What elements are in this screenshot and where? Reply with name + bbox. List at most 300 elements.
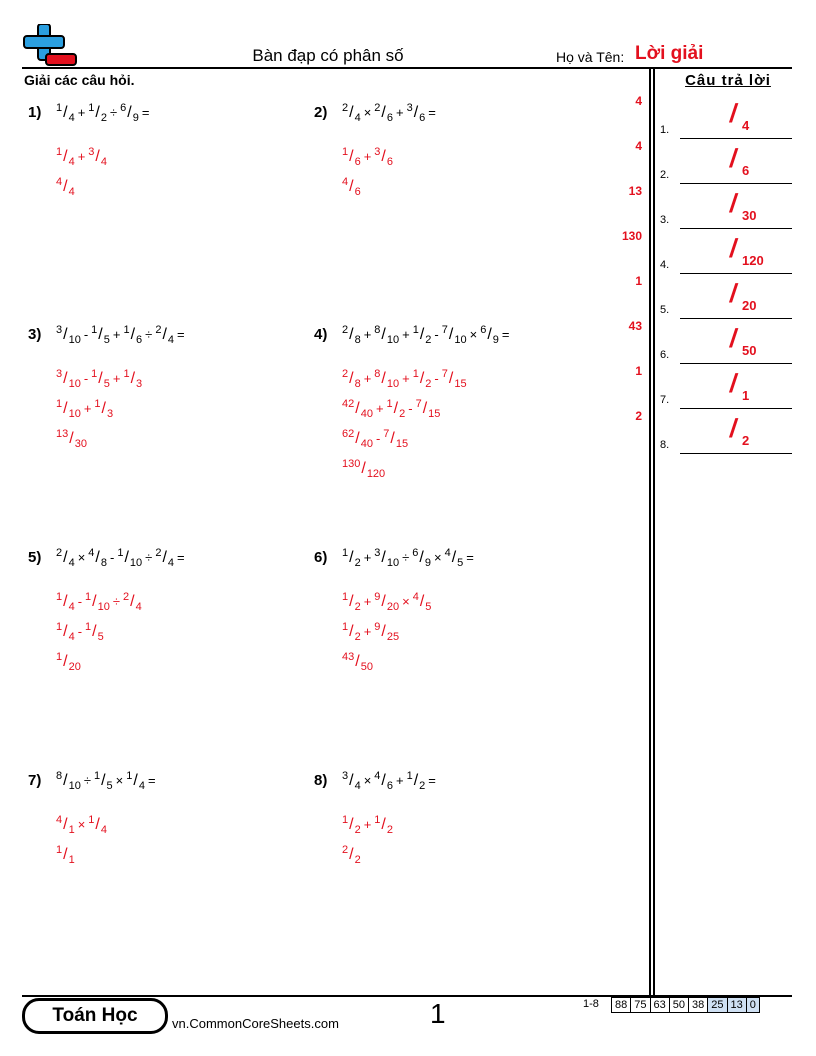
numerator: 8 [374,368,381,380]
operator: - [77,624,83,639]
solution-step [56,148,107,166]
fraction [85,593,110,611]
operator: + [77,105,86,120]
denominator: 5 [457,557,464,569]
fraction-slash: / [124,549,129,566]
score-cell: 38 [689,998,708,1012]
fraction-slash: / [381,816,386,833]
denominator: 2 [354,557,361,569]
answer-slash: / [727,188,740,218]
answer-label: 4. [660,259,670,271]
fraction [342,326,361,344]
answer-numerator: 130 [621,229,642,243]
brand-badge: Toán Học [22,998,168,1034]
solution-step [342,623,399,641]
problem-expression [56,326,188,344]
fraction [117,549,142,567]
numerator: 7 [441,368,448,380]
answer-slash: / [727,98,740,128]
operator: + [363,594,372,609]
answer-key-title: Câu trả lời [685,72,771,89]
numerator: 1 [56,146,63,158]
numerator: 1 [374,814,381,826]
numerator: 2 [342,324,349,336]
numerator: 1 [412,368,419,380]
numerator: 1 [85,621,92,633]
answer-slash: / [727,323,740,353]
fraction [56,148,75,166]
fraction [94,772,113,790]
denominator: 10 [386,557,400,569]
fraction-slash: / [349,623,354,640]
numerator: 1 [85,591,92,603]
fraction [342,148,361,166]
fraction [374,816,393,834]
fraction-slash: / [95,816,100,833]
denominator: 10 [68,408,81,420]
fraction-slash: / [349,593,354,610]
fraction-slash: / [448,326,454,343]
operator: + [77,149,86,164]
fraction-slash: / [355,653,360,670]
fraction-slash: / [381,370,386,387]
numerator: 1 [91,368,98,380]
operator: - [110,550,115,565]
numerator: 2 [374,102,381,114]
numerator: 1 [56,844,63,856]
fraction [342,549,361,567]
numerator: 4 [444,547,451,559]
solution-step [56,593,142,611]
fraction-slash: / [361,460,366,477]
numerator: 4 [56,814,63,826]
denominator: 20 [68,661,81,673]
denominator: 4 [138,780,145,792]
answer-label: 7. [660,394,670,406]
fraction [126,772,145,790]
denominator: 2 [386,824,393,836]
score-cell: 50 [670,998,689,1012]
fraction-slash: / [162,549,167,566]
fraction-slash: / [451,549,457,566]
numerator: 1 [56,102,63,114]
problem-3 [28,326,298,526]
fraction-slash: / [349,549,354,566]
denominator: 10 [129,557,143,569]
numerator: 42 [342,398,355,410]
fraction [88,104,107,122]
answer-slash: / [727,278,740,308]
denominator: 4 [68,112,75,124]
problem-1 [28,104,298,304]
fraction [374,772,393,790]
score-cell: 25 [708,998,727,1012]
fraction [342,178,361,196]
denominator: 5 [106,780,113,792]
answer-denominator: 2 [742,433,750,448]
solution-step [56,430,87,448]
denominator: 2 [100,112,107,124]
numerator: 3 [374,547,381,559]
problem-number: 8) [314,772,328,789]
fraction [56,846,75,864]
fraction [56,593,75,611]
solution-step [56,400,113,418]
fraction-slash: / [487,326,492,343]
fraction [342,816,361,834]
score-cell: 75 [631,998,650,1012]
denominator: 5 [103,378,110,390]
numerator: 2 [155,547,162,559]
answer-numerator: 1 [635,364,642,378]
numerator: 7 [383,428,390,440]
denominator: 4 [354,780,361,792]
numerator: 2 [342,844,349,856]
fraction [412,549,431,567]
operator: × [363,773,372,788]
numerator: 62 [342,428,355,440]
solution-step [342,460,385,478]
denominator: 10 [386,334,400,346]
fraction-slash: / [349,148,354,165]
operator: ÷ [145,550,153,565]
answer-slash: / [727,143,740,173]
numerator: 1 [342,547,349,559]
fraction-slash: / [95,104,100,121]
fraction [123,593,142,611]
fraction-slash: / [63,326,68,343]
fraction-slash: / [92,593,97,610]
numerator: 1 [123,368,130,380]
denominator: 2 [399,408,406,420]
answer-denominator: 6 [742,163,750,178]
fraction [91,326,110,344]
fraction [387,400,406,418]
fraction [407,104,426,122]
numerator: 3 [374,146,381,158]
fraction-slash: / [98,370,103,387]
answer-row [635,274,792,319]
answer-denominator: 50 [742,343,757,358]
operator: + [83,401,92,416]
solution-step [56,178,75,196]
numerator: 1 [117,547,124,559]
fraction-slash: / [413,772,419,789]
fraction [342,772,361,790]
answer-slash: / [727,368,740,398]
problem-expression [342,104,439,122]
denominator: 2 [354,601,361,613]
numerator: 130 [342,458,361,470]
denominator: 6 [136,334,143,346]
problem-number: 5) [28,549,42,566]
fraction [413,326,432,344]
denominator: 1 [68,824,75,836]
answer-numerator: 2 [635,409,642,423]
answer-label: 3. [660,214,670,226]
denominator: 15 [454,378,467,390]
fraction [88,549,107,567]
denominator: 4 [354,112,361,124]
denominator: 15 [395,438,409,450]
fraction [342,846,361,864]
fraction-slash: / [101,400,106,417]
numerator: 3 [56,324,63,336]
numerator: 9 [374,591,381,603]
numerator: 2 [342,368,349,380]
denominator: 10 [68,378,81,390]
problem-number: 3) [28,326,42,343]
fraction [120,104,139,122]
numerator: 1 [342,591,349,603]
denominator: 8 [354,334,361,346]
fraction [416,400,441,418]
solution-step [342,178,361,196]
fraction [94,400,113,418]
fraction-slash: / [63,772,68,789]
fraction [88,148,107,166]
answer-row [621,229,792,274]
numerator: 1 [412,324,419,336]
numerator: 6 [480,324,487,336]
fraction-slash: / [419,593,425,610]
denominator: 4 [68,631,75,643]
fraction [56,623,75,641]
fraction-slash: / [349,104,354,121]
fraction [413,370,432,388]
fraction [56,326,81,344]
fraction-slash: / [419,370,425,387]
fraction-slash: / [381,148,386,165]
operator: - [83,327,89,342]
answer-denominator: 1 [742,388,750,403]
fraction-slash: / [63,148,68,165]
numerator: 1 [123,324,130,336]
fraction [374,104,393,122]
fraction [91,370,110,388]
operator: + [363,624,372,639]
fraction-slash: / [393,400,399,417]
denominator: 120 [366,468,386,480]
operator: ÷ [83,773,91,788]
numerator: 2 [342,102,349,114]
numerator: 1 [342,146,349,158]
fraction-slash: / [92,623,97,640]
operator: = [501,327,510,342]
fraction [374,549,399,567]
fraction-slash: / [419,549,424,566]
problem-number: 2) [314,104,328,121]
fraction-slash: / [63,623,68,640]
fraction-slash: / [349,178,354,195]
fraction-slash: / [349,846,354,863]
fraction-slash: / [63,549,68,566]
fraction-slash: / [448,370,454,387]
numerator: 1 [56,398,63,410]
fraction-slash: / [63,653,68,670]
problem-number: 1) [28,104,42,121]
fraction-slash: / [381,593,386,610]
numerator: 43 [342,651,355,663]
fraction [374,593,399,611]
denominator: 4 [167,334,175,346]
score-table [611,997,760,1013]
denominator: 25 [386,631,400,643]
numerator: 1 [93,770,101,782]
score-cell: 0 [747,998,759,1012]
solution-step [342,400,440,418]
answer-label: 2. [660,169,670,181]
operator: - [434,327,439,342]
numerator: 1 [88,814,95,826]
denominator: 10 [68,334,81,346]
numerator: 2 [56,547,63,559]
answer-numerator: 4 [635,94,642,108]
answer-panel-divider [649,67,651,997]
denominator: 6 [354,186,361,198]
fraction-slash: / [349,326,354,343]
fraction-slash: / [413,104,419,121]
operator: + [363,149,372,164]
operator: + [363,550,372,565]
denominator: 4 [68,557,75,569]
denominator: 4 [68,156,75,168]
answer-denominator: 4 [742,118,750,133]
denominator: 2 [354,854,361,866]
operator: ÷ [145,327,153,342]
fraction-slash: / [381,772,386,789]
fraction-slash: / [355,430,360,447]
numerator: 2 [155,324,162,336]
denominator: 1 [68,854,75,866]
fraction [123,370,142,388]
operator: = [428,105,436,120]
fraction [374,326,399,344]
denominator: 6 [354,156,361,168]
denominator: 4 [135,601,142,613]
numerator: 6 [120,102,127,114]
operator: × [77,817,86,832]
fraction [56,104,75,122]
denominator: 2 [425,334,432,346]
fraction-slash: / [95,549,100,566]
denominator: 3 [107,408,114,420]
fraction [342,370,361,388]
denominator: 15 [428,408,441,420]
answer-numerator: 43 [628,319,642,333]
fraction-slash: / [63,104,68,121]
problem-expression [56,772,159,790]
answer-row [628,184,792,229]
problem-number: 4) [314,326,328,343]
operator: × [402,594,410,609]
fraction-slash: / [381,549,386,566]
score-range: 1-8 [583,998,599,1010]
operator: = [177,550,185,565]
fraction [56,549,75,567]
operator: + [363,371,372,386]
numerator: 4 [56,176,63,188]
fraction-slash: / [63,178,68,195]
answer-panel-divider-inner [653,67,655,997]
denominator: 40 [360,408,373,420]
problem-7 [28,772,298,972]
numerator: 4 [88,547,95,559]
problem-expression [56,549,188,567]
numerator: 1 [88,102,95,114]
numerator: 6 [412,547,419,559]
fraction [383,430,408,448]
denominator: 5 [103,334,110,346]
fraction [342,623,361,641]
header-rule [22,67,792,69]
operator: + [402,371,410,386]
denominator: 6 [386,780,393,792]
score-cell: 63 [651,998,670,1012]
operator: × [469,327,478,342]
fraction-slash: / [63,400,68,417]
fraction-slash: / [98,326,103,343]
page-number: 1 [430,998,446,1029]
numerator: 1 [126,770,133,782]
denominator: 10 [97,601,110,613]
fraction-slash: / [162,326,167,343]
denominator: 3 [136,378,143,390]
answer-denominator: 20 [742,298,757,313]
answer-label: 6. [660,349,670,361]
problem-5 [28,549,298,749]
denominator: 40 [360,438,373,450]
numerator: 9 [374,621,381,633]
numerator: 13 [56,428,69,440]
fraction [56,400,81,418]
problem-expression [342,772,439,790]
denominator: 50 [360,661,373,673]
fraction [374,370,399,388]
denominator: 9 [492,334,499,346]
fraction [480,326,499,344]
problem-2 [314,104,584,304]
solution-step [342,430,408,448]
operator: = [466,550,474,565]
numerator: 7 [415,398,422,410]
fraction [342,400,373,418]
numerator: 1 [91,324,98,336]
fraction-slash: / [349,370,354,387]
fraction-slash: / [63,593,68,610]
answer-row [635,409,792,454]
fraction [56,370,81,388]
answer-slash: / [727,413,740,443]
operator: ÷ [110,105,118,120]
fraction [442,326,467,344]
solution-step [342,846,361,864]
denominator: 8 [354,378,361,390]
fraction [407,772,426,790]
operator: + [363,817,372,832]
operator: + [396,773,404,788]
numerator: 1 [342,621,349,633]
fraction [342,104,361,122]
fraction-slash: / [349,816,354,833]
denominator: 2 [354,824,361,836]
score-cell: 13 [728,998,747,1012]
fraction-slash: / [355,400,360,417]
operator: × [363,105,372,120]
operator: = [141,105,150,120]
operator: - [375,431,381,446]
name-label: Họ và Tên: [556,49,625,65]
